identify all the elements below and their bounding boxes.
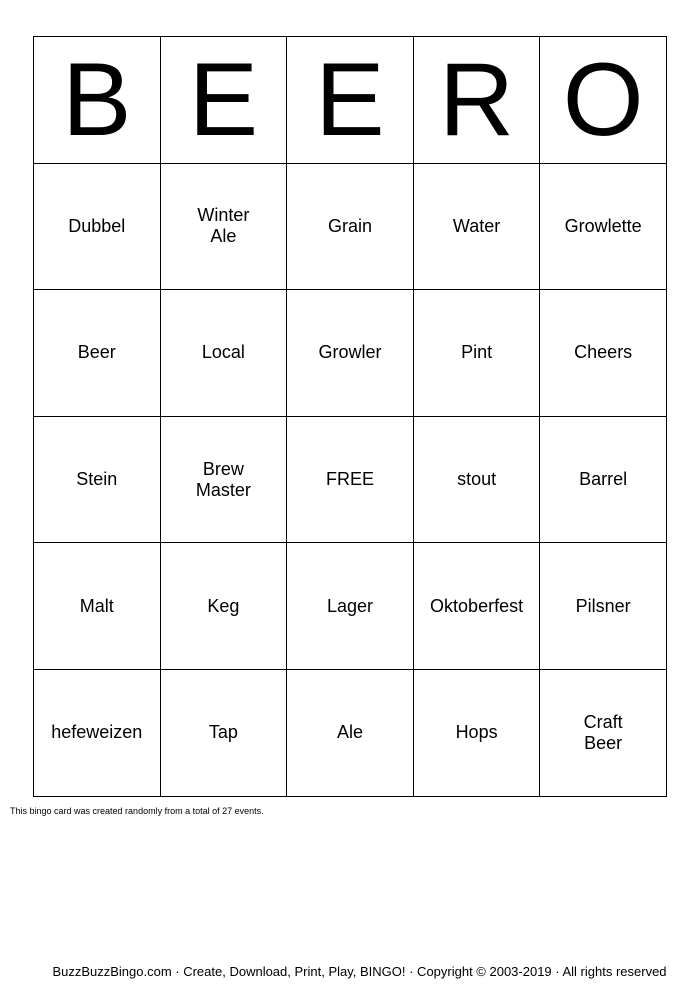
header-row xyxy=(34,37,667,164)
bingo-cell-text: Pint xyxy=(461,342,493,363)
bingo-cell-text: Grain xyxy=(327,215,372,236)
bingo-cell xyxy=(160,290,287,417)
bingo-cell xyxy=(287,163,414,290)
bingo-cell xyxy=(160,543,287,670)
bingo-cell-text: Beer xyxy=(584,732,623,753)
header-letter-5: O xyxy=(540,37,667,164)
bingo-cell-text: Winter xyxy=(197,205,250,226)
bingo-cell-text: Water xyxy=(452,215,501,236)
bingo-cell-text: Growlette xyxy=(564,215,642,236)
bingo-cell xyxy=(413,669,540,796)
bingo-cell xyxy=(413,163,540,290)
bingo-cell-text: Master xyxy=(195,479,251,500)
bingo-cell xyxy=(540,163,667,290)
bingo-cell-text: Lager xyxy=(326,595,373,616)
bingo-cell-text: Ale xyxy=(210,226,237,247)
bingo-cell xyxy=(160,416,287,543)
bingo-cell xyxy=(34,669,161,796)
page-footer: BuzzBuzzBingo.com · Create, Download, Print, Play, BINGO! · Copyright © 2003-2019 · All rights reserved xyxy=(52,964,667,979)
bingo-card xyxy=(33,36,667,797)
bingo-cell-text: Barrel xyxy=(579,469,628,490)
bingo-cell-text: Growler xyxy=(318,342,382,363)
bingo-cell-text: Beer xyxy=(77,342,116,363)
bingo-cell-text: Local xyxy=(201,342,245,363)
bingo-cell xyxy=(413,290,540,417)
bingo-cell-text: Pilsner xyxy=(575,595,631,616)
bingo-row xyxy=(34,669,667,796)
bingo-cell xyxy=(34,163,161,290)
bingo-cell xyxy=(540,669,667,796)
bingo-cell-text: Hops xyxy=(455,722,498,743)
bingo-cell xyxy=(287,416,414,543)
bingo-cell xyxy=(540,416,667,543)
header-letter-3: E xyxy=(287,37,414,164)
bingo-card-body xyxy=(34,37,667,797)
bingo-cell xyxy=(34,290,161,417)
bingo-cell-text: Tap xyxy=(208,722,238,743)
bingo-cell-text: Craft xyxy=(583,711,623,732)
bingo-cell-text: Dubbel xyxy=(68,215,126,236)
header-letter-2: E xyxy=(160,37,287,164)
bingo-cell xyxy=(540,290,667,417)
bingo-cell-text: Stein xyxy=(76,469,118,490)
bingo-cell-text: Keg xyxy=(207,595,240,616)
header-letter-1: B xyxy=(34,37,161,164)
bingo-cell xyxy=(413,416,540,543)
bingo-cell xyxy=(287,543,414,670)
bingo-cell xyxy=(287,290,414,417)
bingo-cell-text: Ale xyxy=(336,722,363,743)
bingo-cell-text: FREE xyxy=(325,469,374,490)
bingo-cell xyxy=(34,543,161,670)
bingo-cell xyxy=(34,416,161,543)
bingo-cell-text: Brew xyxy=(202,458,244,479)
bingo-cell xyxy=(160,669,287,796)
card-note: This bingo card was created randomly from a total of 27 events. xyxy=(10,806,264,816)
bingo-cell xyxy=(540,543,667,670)
bingo-cell-text: stout xyxy=(457,469,497,490)
header-letter-4: R xyxy=(413,37,540,164)
bingo-cell-text: Cheers xyxy=(574,342,633,363)
bingo-row xyxy=(34,416,667,543)
bingo-cell xyxy=(287,669,414,796)
bingo-row xyxy=(34,290,667,417)
bingo-cell-text: hefeweizen xyxy=(51,722,143,743)
bingo-cell-text: Oktoberfest xyxy=(430,595,524,616)
bingo-row xyxy=(34,543,667,670)
bingo-cell xyxy=(413,543,540,670)
bingo-row xyxy=(34,163,667,290)
bingo-cell-text: Malt xyxy=(79,595,114,616)
bingo-cell xyxy=(160,163,287,290)
